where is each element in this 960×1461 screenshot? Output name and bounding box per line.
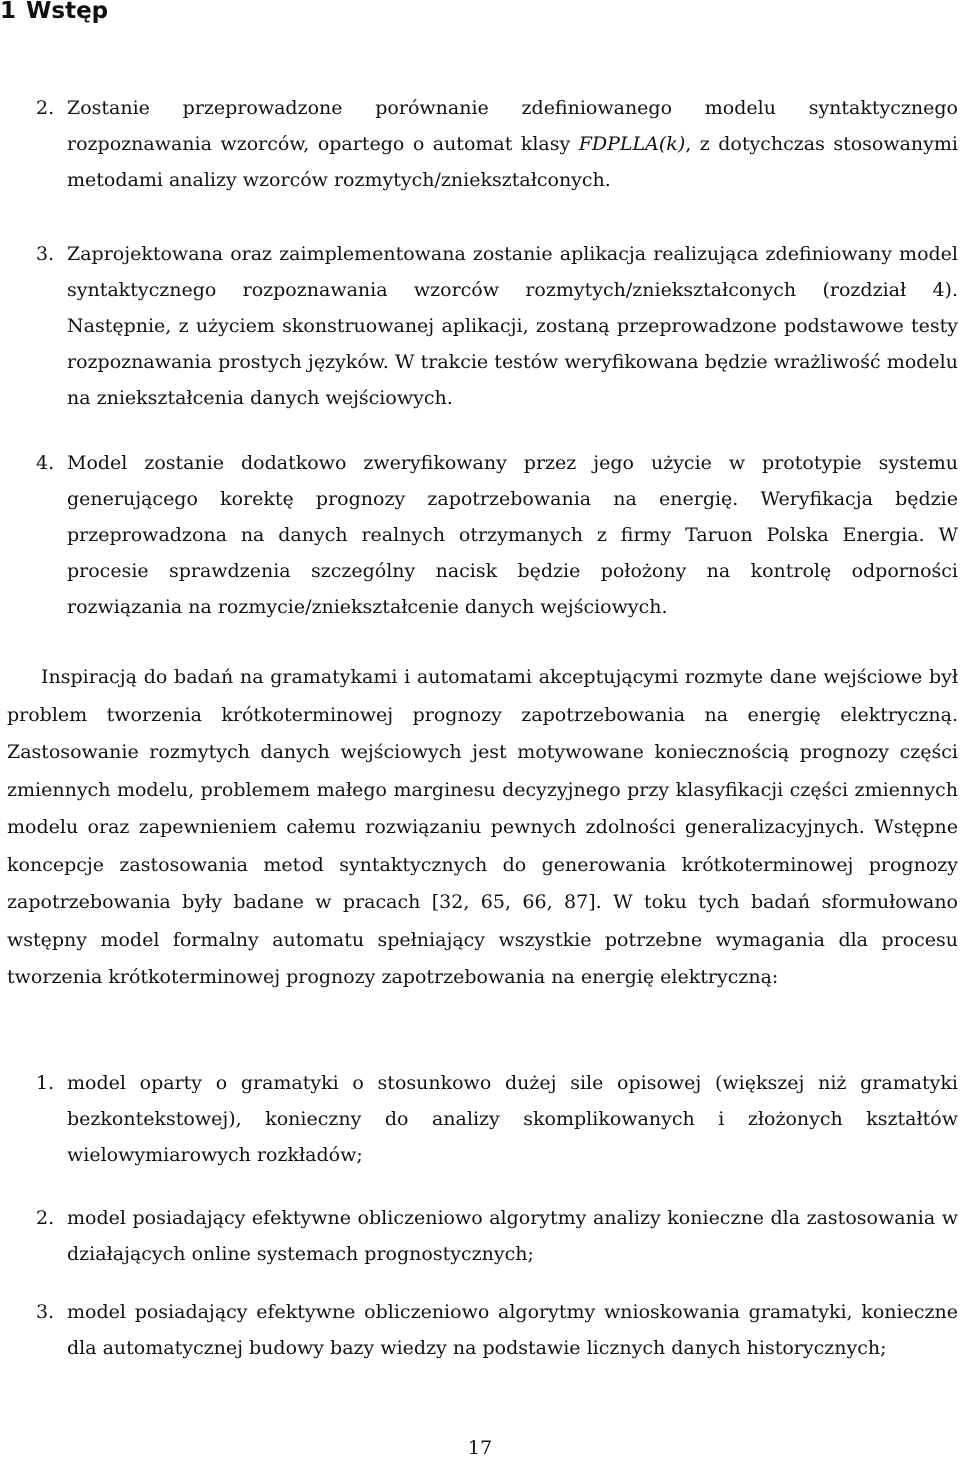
intro-list-item	[0, 236, 958, 416]
list-item-text: Model zostanie dodatkowo zweryfikowany przez jego użycie w prototypie systemu generującego korektę prognozy zapotrzebowania na energię. Weryfikacja będzie przeprowadzona na danych realnych otrzymanych z firmy Taruon Polska Energia. W procesie sprawdzenia szczególny nacisk będzie położony na kontrolę odporności rozwiązania na rozmycie/zniekształcenie danych wejściowych.	[67, 452, 958, 618]
section-title: Wstęp	[26, 0, 109, 24]
list-item-number: 4.	[36, 452, 55, 474]
list-item-text: Zostanie przeprowadzone porównanie zdefiniowanego modelu syntaktycznego rozpoznawania wzorców, opartego o automat klasy FDPLLA(k), z dotychczas stosowanymi metodami analizy wzorców rozmytych/zniekształconych.	[67, 97, 958, 191]
math-fdplla: FDPLLA(k)	[578, 133, 686, 155]
list-item-number: 2.	[36, 97, 55, 119]
list-item-number: 1.	[36, 1072, 55, 1094]
section-number: 1	[0, 0, 17, 24]
requirements-list-item	[0, 1294, 958, 1366]
list-item-number: 3.	[36, 243, 55, 265]
body-paragraph: Inspiracją do badań na gramatykami i automatami akceptującymi rozmyte dane wejściowe był problem tworzenia krótkoterminowej prognozy zapotrzebowania na energię elektryczną. Zastosowanie rozmytych danych wejściowych jest motywowane koniecznością prognozy części zmiennych modelu, problemem małego marginesu decyzyjnego przy klasyfikacji części zmiennych modelu oraz zapewnieniem całemu rozwiązaniu pewnych zdolności generalizacyjnych. Wstępne koncepcje zastosowania metod syntaktycznych do generowania krótkoterminowej prognozy zapotrzebowania były badane w pracach [32, 65, 66, 87]. W toku tych badań sformułowano wstępny model formalny automatu spełniający wszystkie potrzebne wymagania dla procesu tworzenia krótkoterminowej prognozy zapotrzebowania na energię elektryczną:	[7, 666, 958, 988]
list-item-text: Zaprojektowana oraz zaimplementowana zostanie aplikacja realizująca zdefiniowany model syntaktycznego rozpoznawania wzorców rozmytych/zniekształconych (rozdział 4). Następnie, z użyciem skonstruowanej aplikacji, zostaną przeprowadzone podstawowe testy rozpoznawania prostych języków. W trakcie testów weryfikowana będzie wrażliwość modelu na zniekształcenia danych wejściowych.	[67, 243, 958, 409]
requirements-list-item	[0, 1200, 958, 1272]
intro-list-item	[0, 445, 958, 625]
requirements-list-item	[0, 1065, 958, 1173]
list-item-number: 2.	[36, 1207, 55, 1229]
intro-list-item	[0, 90, 958, 198]
list-item-number: 3.	[36, 1301, 55, 1323]
section-header	[0, 0, 108, 28]
list-item-text: model posiadający efektywne obliczeniowo algorytmy wnioskowania gramatyki, konieczne dla automatycznej budowy bazy wiedzy na podstawie licznych danych historycznych;	[67, 1301, 958, 1359]
list-item-text: model posiadający efektywne obliczeniowo algorytmy analizy konieczne dla zastosowania w działających online systemach prognostycznych;	[67, 1207, 958, 1265]
list-item-text: model oparty o gramatyki o stosunkowo dużej sile opisowej (większej niż gramatyki bezkontekstowej), konieczny do analizy skomplikowanych i złożonych kształtów wielowymiarowych rozkładów;	[67, 1072, 958, 1166]
page-number: 17	[467, 1437, 493, 1459]
